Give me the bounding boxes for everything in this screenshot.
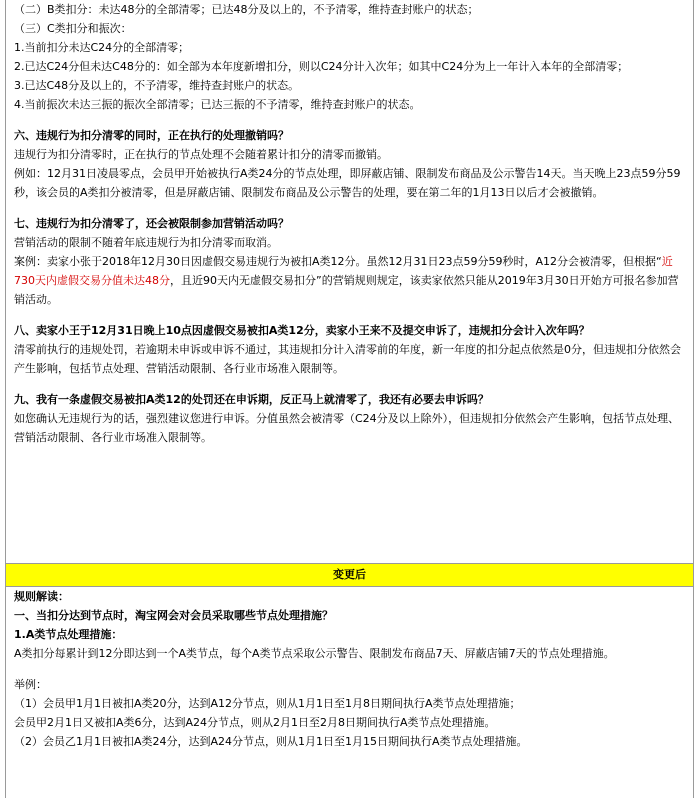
example-2: （2）会员乙1月1日被扣A类24分，达到A24分节点，则从1月1日至1月15日期间执行A类节点处理措施。 [14, 735, 528, 748]
question-6-example: 例如：12月31日凌晨零点，会员甲开始被执行A类24分的节点处理，即屏蔽店铺、限制发布商品及公示警告14天。当天晚上23点59分59秒，该会员的A类扣分被清零，但是屏蔽店铺、限制发布商品及公示警告的处理，要在第二年的1月13日以后才会被撤销。 [14, 167, 681, 199]
question-6-answer: 违规行为扣分清零时，正在执行的节点处理不会随着累计扣分的清零而撤销。 [14, 148, 388, 161]
example-1-continued: 会员甲2月1日又被扣A类6分，达到A24分节点，则从2月1日至2月8日期间执行A类节点处理措施。 [14, 716, 496, 729]
c-rule-1: 1.当前扣分未达C24分的全部清零； [14, 41, 190, 54]
question-8-answer: 清零前执行的违规处罚，若逾期未申诉或申诉不通过，其违规扣分计入清零前的年度，新一年度的扣分起点依然是0分，但违规扣分依然会产生影响，包括节点处理、营销活动限制、各行业市场准入限制等。 [14, 343, 681, 375]
question-6-title: 六、违规行为扣分清零的同时，正在执行的处理撤销吗？ [14, 129, 289, 142]
case-highlight: 近730天内虚假交易分值未达48分 [14, 255, 673, 287]
question-7-answer: 营销活动的限制不随着年底违规行为扣分清零而取消。 [14, 236, 278, 249]
question-1-title: 一、当扣分达到节点时，淘宝网会对会员采取哪些节点处理措施？ [14, 609, 333, 622]
question-7-title: 七、违规行为扣分清零了，还会被限制参加营销活动吗？ [14, 217, 289, 230]
question-7-case [14, 252, 685, 309]
c-rule-4: 4.当前振次未达三振的振次全部清零；已达三振的不予清零，维持查封账户的状态。 [14, 98, 421, 111]
previous-rules-section [6, 0, 693, 563]
a-class-measures-text: A类扣分每累计到12分即达到一个A类节点，每个A类节点采取公示警告、限制发布商品7天、屏蔽店铺7天的节点处理措施。 [14, 647, 615, 660]
b-class-clear-line: （二）B类扣分：未达48分的全部清零；已达48分及以上的，不予清零，维持查封账户的状态； [14, 3, 479, 16]
example-label: 举例： [14, 678, 47, 691]
example-1: （1）会员甲1月1日被扣A类20分，达到A12分节点，则从1月1日至1月8日期间执行A类节点处理措施； [14, 697, 521, 710]
c-rule-2: 2.已达C24分但未达C48分的：如全部为本年度新增扣分，则以C24分计入次年；如其中C24分为上一年计入本年的全部清零； [14, 60, 629, 73]
rule-reading-label: 规则解读： [14, 590, 69, 603]
question-9-answer: 如您确认无违规行为的话，强烈建议您进行申诉。分值虽然会被清零（C24分及以上除外），但违规扣分依然会产生影响，包括节点处理、营销活动限制、各行业市场准入限制等。 [14, 412, 680, 444]
c-class-heading: （三）C类扣分和振次： [14, 22, 132, 35]
new-rules-section [6, 587, 693, 751]
case-text-start: 案例：卖家小张于2018年12月30日因虚假交易违规行为被扣A类12分。虽然12月31日23点59分59秒时，A12分会被清零，但根据“ [14, 255, 662, 268]
question-8-title: 八、卖家小王于12月31日晚上10点因虚假交易被扣A类12分，卖家小王来不及提交申诉了，违规扣分会计入次年吗？ [14, 324, 590, 337]
changed-section-header: 变更后 [6, 563, 693, 587]
case-text-end: ，且近90天内无虚假交易扣分”的营销规则规定，该卖家依然只能从2019年3月30日开始方可报名参加营销活动。 [14, 274, 679, 306]
a-class-measures-heading: 1.A类节点处理措施： [14, 628, 123, 641]
question-9-title: 九、我有一条虚假交易被扣A类12的处罚还在申诉期，反正马上就清零了，我还有必要去申诉吗？ [14, 393, 489, 406]
c-rule-3: 3.已达C48分及以上的，不予清零，维持查封账户的状态。 [14, 79, 300, 92]
document-frame [5, 0, 694, 798]
